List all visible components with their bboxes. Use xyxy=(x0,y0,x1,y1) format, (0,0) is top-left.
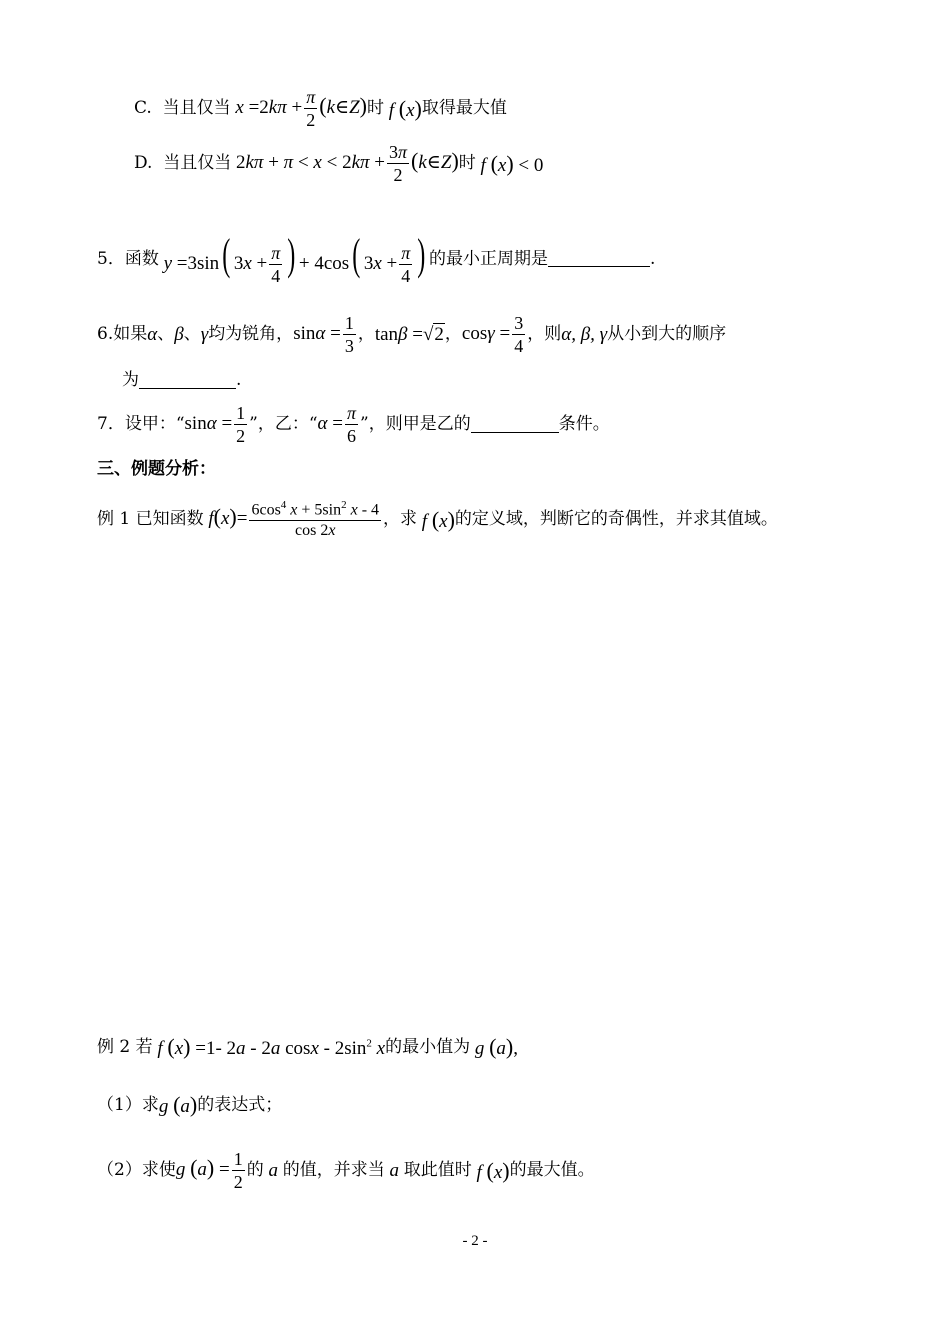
option-d-label: D. xyxy=(134,153,153,173)
example-2-part-2-mid3: 取此值时 xyxy=(403,1160,472,1180)
example-2-part-2-eq: g (a) = $\frac{1}{2}$ xyxy=(175,1149,243,1192)
section-3-heading xyxy=(97,461,216,478)
example-2-part-2-a2: a xyxy=(384,1160,404,1181)
option-d-pre: 当且仅当 xyxy=(163,153,232,173)
example-2-part-1 xyxy=(97,1094,282,1116)
question-6-mid1: 均为锐角， xyxy=(208,324,294,344)
question-7-formula-a: sinα = $\frac{1}{2}$ xyxy=(184,403,246,446)
example-1 xyxy=(97,500,778,539)
question-7-label: 7．设甲：“ xyxy=(97,414,185,434)
option-d xyxy=(134,143,543,184)
example-2-part-2-mid1: 的 xyxy=(246,1160,264,1180)
option-d-formula: 2kπ + π < x < 2kπ + $\frac{3\pi}{2}$ (k∈Z) xyxy=(231,142,459,185)
option-c-label: C. xyxy=(134,98,152,118)
question-7 xyxy=(97,404,610,445)
question-6-blank[interactable] xyxy=(139,373,236,389)
example-2-part-2 xyxy=(97,1150,595,1191)
example-1-pre: 例 1 已知函数 xyxy=(97,509,204,530)
question-6: 6.如果 α 、 β 、 γ 均为锐角， sinα = $\frac{1}{3}$ ， tanβ =√2 ， cosγ = $\frac{3}{4}$ ，则 α, β, γ 从小到大的顺序 xyxy=(97,313,727,356)
option-c-post: 取得最大值 xyxy=(421,98,507,118)
question-6-sin: sinα = $\frac{1}{3}$ xyxy=(293,313,354,356)
example-2-ga: g (a), xyxy=(474,1034,518,1059)
question-7-post: ”，则甲是乙的 xyxy=(360,414,471,434)
question-6-label: 6.如果 xyxy=(97,324,148,344)
option-c-pre: 当且仅当 xyxy=(162,98,231,118)
example-2-part-2-post: 的最大值。 xyxy=(509,1160,595,1180)
option-c-fx: f (x) xyxy=(388,95,422,121)
example-2-part-2-fx: f (x) xyxy=(476,1157,510,1183)
question-7-end: 条件。 xyxy=(558,414,610,434)
option-c-time: 时 xyxy=(366,98,384,118)
example-2-part-1-ga: g (a) xyxy=(158,1092,198,1117)
question-7-formula-b: α = $\frac{\pi}{6}$ xyxy=(317,403,357,446)
option-c xyxy=(134,88,507,129)
question-7-blank[interactable] xyxy=(471,417,559,433)
option-c-formula: x =2kπ + $\frac{\pi}{2}$ (k∈Z) xyxy=(235,87,367,130)
example-2-part-1-post: 的表达式； xyxy=(197,1094,283,1115)
example-1-ask: ，求 xyxy=(383,509,418,530)
question-6-tan: tanβ =√2 xyxy=(374,324,444,345)
example-1-fx: f (x) xyxy=(421,506,455,532)
question-5: 5．函数 y =3sin( 3x + $\frac{\pi}{4}$ ) + 4cos( 3x + $\frac{\pi}{4}$ ) 的最小正周期是 . xyxy=(97,230,656,287)
question-5-formula: y =3sin( 3x + $\frac{\pi}{4}$ ) + 4cos( 3x + $\frac{\pi}{4}$ ) xyxy=(163,230,426,287)
page-number: - 2 - xyxy=(462,1233,488,1249)
example-1-formula: f(x)= $\frac{6\cos^4 x + 5\sin^2 x - 4}{\cos 2x}$ xyxy=(208,499,380,540)
question-5-post: 的最小正周期是 xyxy=(428,248,548,269)
example-2-part-2-pre: （2）求使 xyxy=(97,1160,176,1180)
example-1-post: 的定义域，判断它的奇偶性，并求其值域。 xyxy=(454,509,778,530)
option-d-fx: f (x) < 0 xyxy=(480,150,544,176)
example-2-mid: 的最小值为 xyxy=(385,1036,471,1057)
question-5-label: 5．函数 xyxy=(97,248,159,269)
question-7-mid: ”，乙：“ xyxy=(249,414,318,434)
section-3-text: 三、例题分析： xyxy=(97,459,216,479)
example-2-part-2-mid2: 的值，并求当 xyxy=(282,1160,385,1180)
question-6-angles: α xyxy=(147,324,158,345)
example-2-pre: 例 2 若 xyxy=(97,1036,153,1057)
question-6-line2: 为 . xyxy=(122,370,242,390)
question-6-post: 从小到大的顺序 xyxy=(607,324,727,344)
question-6-cos: cosγ = $\frac{3}{4}$ xyxy=(461,313,524,356)
example-2-formula: f (x) =1- 2a - 2a cosx - $2\sin^2$ x xyxy=(157,1034,386,1059)
question-6-then: ，则 xyxy=(527,324,562,344)
question-6-list: α, β, γ xyxy=(561,324,608,345)
example-2-part-1-pre: （1）求 xyxy=(97,1094,159,1115)
option-d-time: 时 xyxy=(458,153,476,173)
question-6-line2-text: 为 xyxy=(122,370,139,390)
question-5-blank[interactable] xyxy=(548,251,650,267)
example-2 xyxy=(97,1036,518,1058)
example-2-part-2-a1: a xyxy=(263,1160,283,1181)
